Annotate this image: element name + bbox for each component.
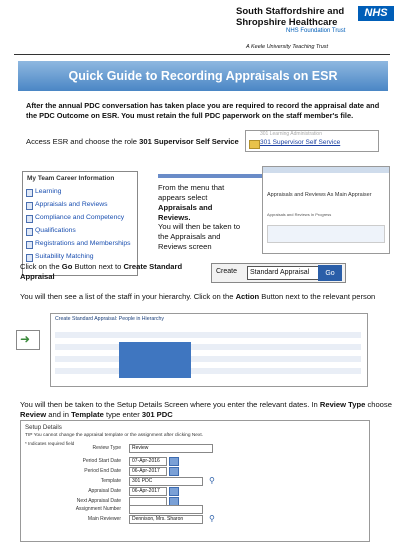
step2-text: Click on the <box>20 262 62 271</box>
review-type-label: Review Type <box>92 445 121 451</box>
screen-tab-bar <box>263 167 389 173</box>
menu-item-appraisals[interactable]: Appraisals and Reviews <box>35 201 108 208</box>
period-start-input[interactable]: 07-Apr-2016 <box>129 457 167 466</box>
step-create-appraisal <box>20 262 200 282</box>
assignment-label: Assignment Number <box>75 506 121 512</box>
step2-go: Go <box>61 262 73 271</box>
hierarchy-screenshot <box>50 313 368 387</box>
role-link-ghost: 301 Learning Administration <box>260 131 322 137</box>
setup-required-note: * Indicates required field <box>25 441 75 446</box>
menu-item-compliance[interactable]: Compliance and Competency <box>35 214 125 221</box>
template-input[interactable]: 301 PDC <box>129 477 203 486</box>
appraisal-type-select[interactable]: Standard Appraisal <box>247 266 323 280</box>
calendar-icon[interactable] <box>169 467 179 476</box>
step2-text-mid: Button next to <box>72 262 124 271</box>
step4-review: Review <box>20 410 47 419</box>
template-label: Template <box>100 478 121 484</box>
menu-item-registrations[interactable]: Registrations and Memberships <box>35 240 131 247</box>
menu-instruction-text: From the menu that appears select <box>158 183 225 202</box>
menu-title: My Team Career Information <box>27 175 115 182</box>
menu-instruction-highlight: Appraisals and Reviews. <box>158 203 213 222</box>
step-setup-details <box>20 400 392 420</box>
search-icon[interactable]: ⚲ <box>209 514 215 523</box>
esr-role-link-box <box>245 130 379 152</box>
team-career-menu <box>22 171 138 276</box>
menu-instruction <box>158 183 242 223</box>
main-reviewer-input[interactable]: Dennison, Mrs. Sharon <box>129 515 203 524</box>
redacted-names <box>119 342 191 378</box>
hierarchy-table <box>55 332 361 380</box>
step4-text-mid3: type enter <box>103 410 142 419</box>
setup-details-screenshot <box>20 420 370 542</box>
step4-text-mid: choose <box>365 400 392 409</box>
trust-name: NHS Foundation Trust <box>286 28 346 34</box>
menu-item-qualifications[interactable]: Qualifications <box>35 227 76 234</box>
period-start-label: Period Start Date <box>82 458 121 464</box>
page-title: Quick Guide to Recording Appraisals on ESR <box>18 61 388 91</box>
period-end-input[interactable]: 06-Apr-2017 <box>129 467 167 476</box>
setup-title: Setup Details <box>25 424 62 431</box>
appraisal-date-input[interactable]: 06-Apr-2017 <box>129 487 167 496</box>
appraisal-date-label: Appraisal Date <box>88 488 121 494</box>
arrow-right-icon <box>158 172 278 180</box>
calendar-icon[interactable] <box>169 457 179 466</box>
next-appraisal-label: Next Appraisal Date <box>76 498 121 504</box>
screen1-subtitle: Appraisals and Reviews In Progress <box>267 212 332 217</box>
screen1-title: Appraisals and Reviews As Main Appraiser <box>267 192 372 198</box>
step4-text: You will then be taken to the Setup Details Screen where you enter the relevant dates. In <box>20 400 320 409</box>
step3-text-after: Button next to the relevant person <box>259 292 376 301</box>
step1-role: 301 Supervisor Self Service <box>139 137 239 146</box>
appraisals-screenshot <box>262 166 390 254</box>
header-divider <box>14 54 390 55</box>
action-arrow-icon <box>16 330 40 350</box>
step3-text: You will then see a list of the staff in your hierarchy. Click on the <box>20 292 236 301</box>
menu-item-suitability[interactable]: Suitability Matching <box>35 253 94 260</box>
step2-target: Create Standard Appraisal <box>20 262 183 281</box>
create-label: Create <box>216 268 238 275</box>
go-button[interactable]: Go <box>318 265 342 281</box>
assignment-input[interactable] <box>129 505 203 514</box>
review-type-select[interactable]: Review <box>129 444 213 453</box>
step-select-person <box>20 292 392 302</box>
step-access-esr <box>26 137 239 146</box>
folder-icon <box>249 140 260 149</box>
screen1-table <box>267 225 385 243</box>
period-end-label: Period End Date <box>84 468 121 474</box>
setup-tip: TIP You cannot change the appraisal template or the assignment after clicking Next. <box>25 433 204 438</box>
supervisor-self-service-link[interactable]: 301 Supervisor Self Service <box>260 139 341 146</box>
step4-pdc: 301 PDC <box>141 410 173 419</box>
org-name: South Staffordshire and Shropshire Healthcare <box>236 6 345 28</box>
nhs-logo: NHS <box>358 6 394 21</box>
step4-review-type: Review Type <box>319 400 366 409</box>
step1-text: Access ESR and choose the role <box>26 137 140 146</box>
step4-template: Template <box>71 410 104 419</box>
tagline: A Keele University Teaching Trust <box>246 44 329 50</box>
step4-text-mid2: and in <box>46 410 72 419</box>
main-reviewer-label: Main Reviewer <box>87 516 121 522</box>
search-icon[interactable]: ⚲ <box>209 476 215 485</box>
step3-action: Action <box>235 292 260 301</box>
menu-instruction-2: You will then be taken to the Appraisals and Reviews screen <box>158 222 241 251</box>
menu-item-learning[interactable]: Learning <box>35 188 62 195</box>
screen2-title: Create Standard Appraisal: People in Hierarchy <box>55 316 164 322</box>
calendar-icon[interactable] <box>169 487 179 496</box>
intro-text: After the annual PDC conversation has taken place you are required to record the appraisal date and the PDC Outcome on ESR. You must retain the full PDC paperwork on the staff member's file. <box>26 101 380 120</box>
